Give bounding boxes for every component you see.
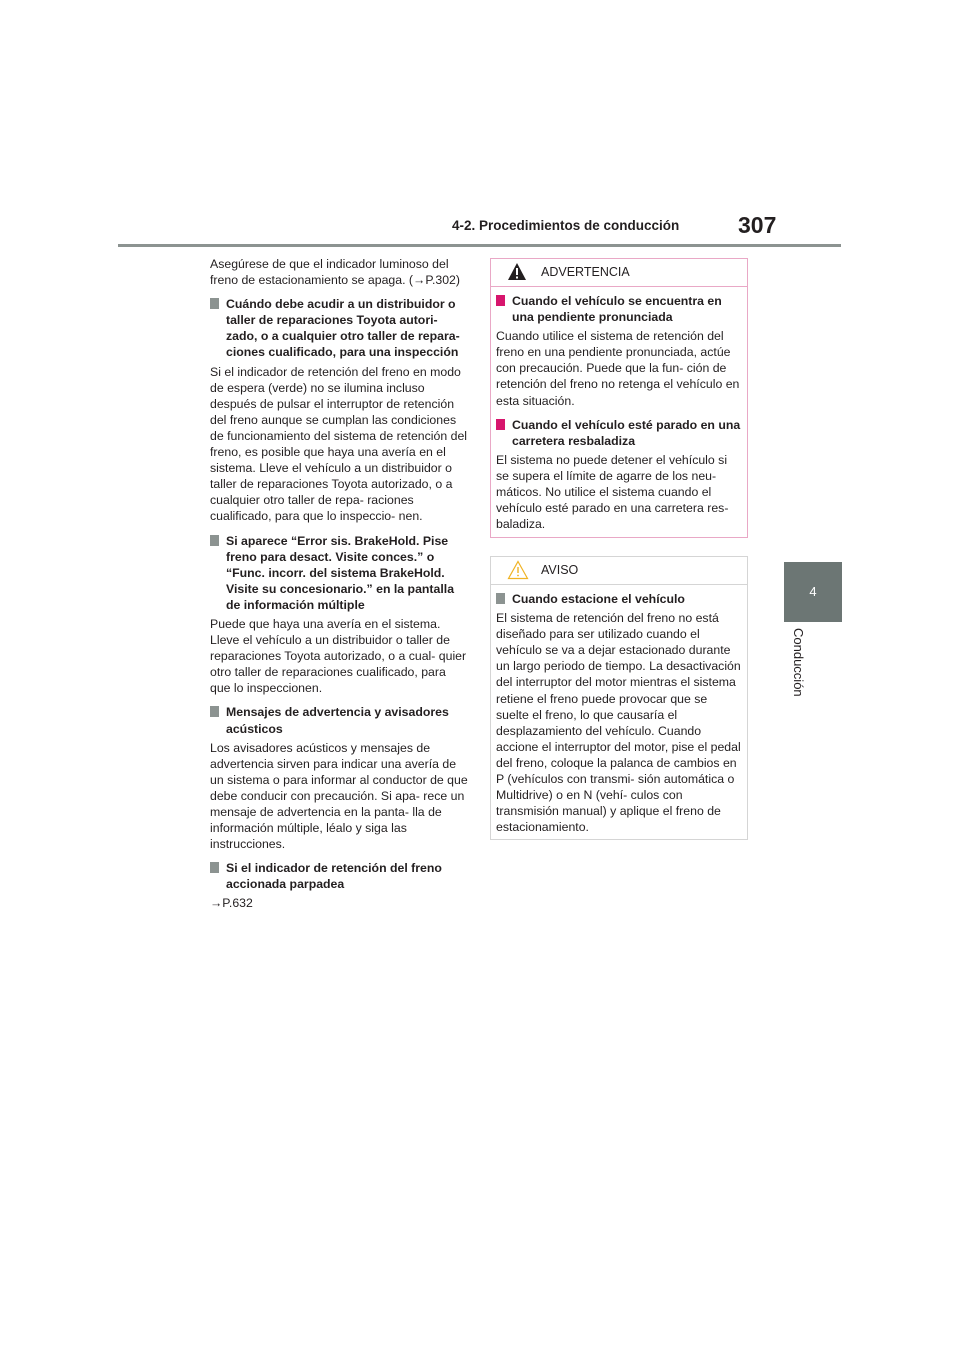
bullet-square-icon xyxy=(496,419,505,430)
subsection-title xyxy=(210,533,468,613)
page-number: 307 xyxy=(738,212,777,238)
warning-box xyxy=(490,258,748,538)
subsection-body: Si el indicador de retención del freno en modo de espera (verde) no se ilumina incluso después de pulsar el interruptor de retención del freno aunque se cumplan las condiciones de funcionamiento del sistema de retención del freno, es posible que haya una avería en el sistema. Lleve el vehículo a un distribuidor o taller de reparaciones Toyota autorizado, o a cualquier otro taller de repa- raciones cualificado, para que lo inspeccio- nen. xyxy=(210,364,468,524)
subsection-title xyxy=(496,417,741,449)
subsection-title xyxy=(210,296,468,360)
subsection-title-text: Cuándo debe acudir a un distribuidor o taller de reparaciones Toyota autori- zado, o a cualquier otro taller de repara- ciones cualificado, para una inspección xyxy=(226,297,460,360)
subsection-body: Puede que haya una avería en el sistema. Lleve el vehículo a un distribuidor o taller de reparaciones Toyota autorizado, o a cual- quier otro taller de reparaciones cualificado, para que lo inspeccionen. xyxy=(210,616,467,696)
subsection-body: El sistema no puede detener el vehículo si se supera el límite de agarre de los neu- máticos. No utilice el sistema cuando el vehículo esté parado en una carretera res- baladiza. xyxy=(496,452,729,532)
subsection-title-text: Si aparece “Error sis. BrakeHold. Pise freno para desact. Visite conces.” o “Func. incorr. del sistema BrakeHold. Visite su concesionario.” en la pantalla de información múltiple xyxy=(226,533,455,612)
warning-box-body xyxy=(491,287,747,532)
chapter-tab xyxy=(784,562,842,622)
subsection-title xyxy=(210,704,468,736)
bullet-square-icon xyxy=(496,593,505,604)
subsection-title-text: Cuando el vehículo se encuentra en una pendiente pronunciada xyxy=(512,294,722,325)
warning-box-header xyxy=(491,259,747,287)
page-reference: →P.632 xyxy=(210,896,253,911)
subsection-body: El sistema de retención del freno no está diseñado para ser utilizado cuando el vehículo se va a dejar estacionado durante un largo periodo de tiempo. La desactivación del interruptor del motor mientras el sistema retiene el freno puede provocar que se suelte el freno, lo que causaría el desplazamiento del vehículo. Cuando accione el interruptor del motor, pise el pedal del freno, coloque la palanca de cambios en P (vehículos con transmi- sión automática o Multidrive) o en N (vehí- culos con transmisión manual) y aplique el freno de estacionamiento. xyxy=(496,611,741,835)
bullet-square-icon xyxy=(496,295,505,306)
subsection-title xyxy=(496,293,741,325)
subsection-title-text: Cuando estacione el vehículo xyxy=(512,592,685,606)
header-rule xyxy=(118,244,841,247)
notice-box-header xyxy=(491,557,747,585)
bullet-square-icon xyxy=(210,535,219,546)
subsection-body: Cuando utilice el sistema de retención del freno en una pendiente pronunciada, actúe con precaución. Puede que la fun- ción de retención del freno no retenga el vehículo en esta situación. xyxy=(496,329,740,408)
subsection-title xyxy=(210,860,468,892)
subsection-title xyxy=(496,591,741,607)
subsection-title-text: Si el indicador de retención del freno accionada parpadea xyxy=(226,861,442,892)
chapter-tab-number: 4 xyxy=(809,584,817,599)
subsection-title-text: Cuando el vehículo esté parado en una carretera resbaladiza xyxy=(512,417,741,448)
bullet-square-icon xyxy=(210,298,219,309)
warning-triangle-icon xyxy=(507,262,527,291)
left-column xyxy=(210,256,468,920)
subsection-body: Los avisadores acústicos y mensajes de advertencia sirven para indicar una avería de un sistema o para informar al conductor de que debe conducir con precaución. Si apa- rece un mensaje de advertencia en la panta- lla de información múltiple, léalo y siga las instrucciones. xyxy=(210,740,468,852)
intro-text: Asegúrese de que el indicador luminoso del freno de estacionamiento se apaga. (→P.302) xyxy=(210,257,460,288)
caution-triangle-icon xyxy=(507,560,529,590)
bullet-square-icon xyxy=(210,706,219,717)
section-header: 4-2. Procedimientos de conducción xyxy=(452,218,680,233)
warning-box-title: ADVERTENCIA xyxy=(541,265,630,279)
notice-box-title: AVISO xyxy=(541,563,579,577)
notice-box-body xyxy=(491,585,747,835)
subsection-title-text: Mensajes de advertencia y avisadores acústicos xyxy=(226,705,449,736)
bullet-square-icon xyxy=(210,862,219,873)
notice-box xyxy=(490,556,748,840)
chapter-label: Conducción xyxy=(791,628,806,697)
